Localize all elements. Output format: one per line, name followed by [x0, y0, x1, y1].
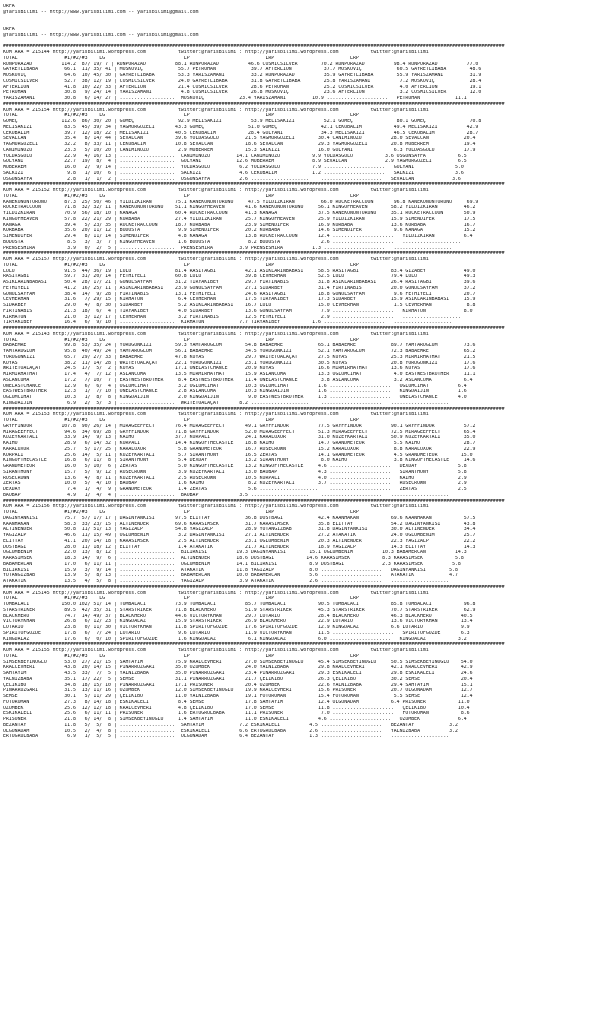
race-title: KUM ARA = 215157 http://yarisbilimi.wordpress.com twitter:@YarisBilimi : http://yarisbilimi.wordpress.com twitter:@YarisBilimi	[3, 257, 429, 262]
race-title: KUM ARA = 215156 http://yarisbilimi.wordpress.com twitter:@YarisBilimi : http://yarisbilimi.wordpress.com twitter:@YarisBilimi	[3, 504, 429, 510]
separator-line: ############################################################################################################################################################################	[3, 251, 505, 257]
header-title: URFA	[3, 4, 15, 9]
header-contact-repeat: @YarisBilimi -- http://www.yarisbilimi.com -- yarisbilimi@gmail.com	[3, 32, 199, 38]
table-row: FETHIYELI 41.2 16/ 25/ 11 | ASIKLARINBABASI 23.9 GÖNÜLSAYFAM 27.1 SIDARBEY 31.4 FIRTINABIS 20.0 GÖNÜLSAYFAM 37.2	[3, 285, 476, 291]
table-row: CANIMINÖZÜ 23.3 5/ 10/ 20 | CANIMINÖZÜ 2.9 MÜBERREM 15.3 SALKIZI 16.0 GÖLYANI 6.3 YOLDASGÜLU 17.9	[3, 147, 476, 153]
table-row: GÖMEÇ 112.6 86/ 30/ 20 | GÖMEÇ 92.9 MELISAKIZI 53.9 MELISAKIZI 52.1 GÖMEÇ 80.1 GÖMEÇ 70.8	[3, 119, 482, 124]
table-row: MELISAKIZI 83.5 45/ 39/ 34 | YAGMURGÜZELI 43.3 GÖMEÇ 51.0 GÖMEÇ 42.1 CEKUBALIM 49.4 MELISAKIZI 42.9	[3, 124, 479, 130]
column-headers: TOTAL #1/#2/#3 LG LP LRP LRP	[3, 418, 359, 423]
column-headers: TOTAL #1/#2/#3 LG LP LRP LRP	[3, 337, 359, 343]
table-row: YAMTAROGLUM 95.8 40/ 49/ 24 | YAMTAROGLUM 56.1 BABAEMRE 34.5 YÖRÜGÜNKIZI 52.1 YAMTAROGLUM 72.3 BABAEMRE 65.2	[3, 349, 476, 354]
table-row: OSGÜNSAYFA 2.8 1/ 1/ 2 | ................... OSGÜNSAYFA 2.6 .................... ..................... SEVALCAN 3.6	[3, 176, 461, 182]
table-row: KIRHATUN 21.0 3/ 12/ 17 | CEVHERHAN 3.2 FIRTINABIS 12.5 FETHIYELI 2.9 ..................... ....................	[3, 314, 461, 320]
race-title: KUM ARA = 215143 http://yarisbilimi.wordpress.com twitter:@YarisBilimi : http://yarisbilimi.wordpress.com twitter:@YarisBilimi	[3, 331, 429, 337]
separator-line: ############################################################################################################################################################################	[3, 182, 505, 188]
table-row: GÖLYANI 22.7 19/ 8/ 4 | ................... GÖLYANI 12.6 MÜBERREM 8.9 SEVALCAN 2.9 YAGMURGÜZELI 6.5	[3, 159, 467, 165]
table-row: PETROHAN 30.8 9/ 24/ 14 | YARISZAMANI 4.8 COSMICSILVER 26.8 MOSKOVIÇ 23.6 AFTERLION 3.2 COSMICSILVER 12.0	[3, 90, 482, 96]
separator-line: ############################################################################################################################################################################	[3, 101, 505, 107]
race-title: KUM ARA = 215152 http://yarisbilimi.wordpress.com twitter:@YarisBilimi : http://yarisbilimi.wordpress.com twitter:@YarisBilimi	[3, 188, 429, 193]
table-row: EASTWESTBROTHER 12.3 1/ 7/ 10 | ONELASTCHANCE 2.8 ASLANCUMA 10.3 KINGDAIJIN 1.6 ..................... KINGDAIJIN 1.6	[3, 389, 467, 395]
table-row: SEMSE 30.1 5/ 11/ 29 | ÇELIKIBO 11.0 YALNIZBABA 19.1 FOTOROMAN 15.4 FOTOROMAN 5.5 SEMSE 12.4	[3, 694, 473, 699]
table-row: AFTERLION 41.8 10/ 22/ 33 | AFTERLION 21.4 COSMICSILVER 28.6 PETROHAN 25.2 COSMICSILVER 4.0 AFTERLION 19.1	[3, 84, 482, 90]
table-row: ASIKLARINBABASI 50.4 28/ 17/ 21 | GÖNÜLSAYFAM 31.2 TIRYAKIBEY 29.7 FIRTINABIS 31.8 ASIKLARINBABASI 26.4 RASITAGBI 39.6	[3, 280, 476, 285]
table-row: YALNIZBABA 35.1 17/ 22/ 5 | SEMSE 31.1 PINARRÜZGARI 21.7 ÇELIKIBO 26.3 ÇELIKIBO 30.2 SEMSE 20.4	[3, 676, 473, 682]
separator-line: ############################################################################################################################################################################	[3, 406, 505, 412]
table-row: YÖRÜGÜNKIZI 65.7 29/ 27/ 33 | BABAEMRE 47.8 KUYAS 29.7 WRITETOALAÇAT 27.5 KUYAS 25.3 MIRMIRHATHAT 21.5	[3, 354, 476, 360]
table-row: KRALCEVHERI 43.8 20/ 14/ 15 | PINARRÜZGARI 35.0 ÖZUMBEK 24.0 YALNIZBABA 29.8 KRALCEVHERI 42.1 KRALCEVHERI 42.9	[3, 665, 473, 671]
table-row: OLGUNADAM 10.5 2/ 4/ 8 | ................... ESKIKALELI 6.6 ERTUGRULBABA 2.6 ..................... YALNIZBABA 3.2	[3, 728, 458, 734]
race-block	[3, 326, 605, 407]
race-title: KUM ARA = 215153 http://yarisbilimi.wordpress.com twitter:@YarisBilimi : http://yarisbilimi.wordpress.com twitter:@YarisBilimi	[3, 412, 429, 418]
table-row: CEVHERHAN 31.6 7/ 29/ 15 | KIRHATUN 6.4 CEVHERHAN 17.5 TIRYAKIBEY 17.3 SIDARBEY 15.9 ASIKLARINBABASI 15.9	[3, 297, 476, 303]
table-row: RASITAGBI 59.7 31/ 20/ 14 | FETHIYELI 60.8 LULU 39.8 CEVHERHAN 52.5 LULU 79.4 LULU 49.3	[3, 274, 476, 280]
table-row: ZERTAS 10.0 5/ 4/ 10 | BAOBAP 1.6 KAIHO 8.2 KUZEYKARTALI 3.7 ..................... ROSECROWN 2.9	[3, 481, 467, 487]
table-row: KINGOFTHECASTLE 16.8 6/ 11/ 8 | SIRANTHONY 5.4 DEXDAY 13.2 SIRANTHONY 8.0 KAIHO 3.8 KINGOFTHECASTLE 14.6	[3, 458, 476, 464]
column-headers: TOTAL #1/#2/#3 LG LP LRP LRP	[3, 262, 359, 268]
table-row: KINGOFHEAVEN 57.8 22/ 21/ 29 | KÖRBABA 27.4 YILDIZKIRAN 25.7 KINGOFHEAVEN 25.9 YILDIZKIRAN 15.9 SIMENDIFER 17.5	[3, 216, 476, 222]
table-row: ONELASTCHANCE 12.9 6/ 6/ 4 | OGLUMCIHAT 3.2 OGLUMCIHAT 10.3 OGLUMCIHAT 1.6 ..................... OGLUMCIHAT 6.4	[3, 383, 467, 389]
table-row: SAHTAYIM 43.5 33/ 7/ 5 | YALNIZBABA 35.0 PINARRÜZGARI 23.4 PINARRÜZGARI 29.3 ESKIKALELI 29.8 ESKIKALELI 24.6	[3, 671, 473, 676]
table-row: MIRAGEEFFECT 94.6 34/ 69/ 28 | GRYFFINDOR 71.8 GRYFFINDOR 52.0 MIRAGEEFFECT 51.3 MIRAGEEFFECT 72.5 MIRAGEEFFECT 65.4	[3, 429, 476, 435]
race-block	[3, 585, 605, 643]
header-title-repeat: URFA	[3, 27, 15, 32]
race-block	[3, 44, 605, 102]
table-row: GRANDMETEOR 16.0 5/ 10/ 6 | ZERTAS 5.0 KINGOFTHECASTLE 13.2 KINGOFTHECASTLE 4.6 ..................... DEXDAY 5.8	[3, 464, 467, 469]
table-row: TOMBALACI 150.0 102/ 51/ 14 | TOMBALACI 73.9 TOMBALACI 85.7 TOMBALACI 90.5 TOMBALACI 85.8 TOMBALACI 96.8	[3, 602, 476, 607]
table-row: ÇELIKIBO 34.8 18/ 15/ 10 | PINARRÜZGARI 17.1 PRISONER 20.4 ÖZUMBEK 22.6 YALNIZBABA 29.4 SAHTAYIM 15.1	[3, 682, 473, 688]
table-row: YUTANGIZBAB 13.9 5/ 8/ 13 | ................... BABAMERCAN 10.0 BABAMERCAN 5.6 ..................... ATAKATIK 4.7	[3, 573, 458, 579]
table-row: ALTINENDER 50.8 11/ 51/ 13 | YAGIZALP 54.8 YAGIZALP 28.9 YUTANGIZBAB 31.8 DAGINYANKISI 30.0 ALTINENDER 34.4	[3, 527, 476, 533]
table-row: DOSTBAGI 28.0 11/ 18/ 12 | ELITTAY 1.4 ATAKATIK 21.7 ALTINENDER 18.9 YAGIZALP 14.3 ELITTAY 14.3	[3, 544, 476, 550]
race-title: KUM ARA = 215154 http://yarisbilimi.wordpress.com twitter:@YarisBilimi : http://yarisbilimi.wordpress.com twitter:@YarisBilimi	[3, 107, 429, 113]
table-row: BLACKHERO 74.7 14/ 49/ 37 | BLACKHERO 44.6 VICTORYKHAN 29.7 LOTARIO 28.4 BLACKHERO 46.3 BLACKHERO 40.5	[3, 613, 473, 619]
table-row: KINGDALAZ 17.6 6/ 0/ 10 | SPIRITOFGÖZDE 1.6 KINGDALAZ 6.1 KINGDALAZ 6.0 ..................... KINGDALAZ 3.2	[3, 636, 467, 642]
race-block	[3, 642, 605, 740]
table-row: OGLUMCIHAT 10.3 1/ 8/ 8 | KINGDAIJIN 2.0 KINGDAIJIN 9.0 EASTWESTBROTHER 1.3 ..................... ONELASTCHANCE 4.0	[3, 395, 467, 400]
table-row: MIRMIRHATHAT 17.4 4/ 7/ 12 | ASLANCUMA 13.5 MIRMIRHATHAT 15.9 ASLANCUMA 13.3 OGLUMCIHAT 4.0 EASTWESTBROTHER 11.1	[3, 372, 476, 377]
table-row: MOSKOVIÇ 64.6 10/ 45/ 30 | GAYRETLIBABA 53.3 YARISZAMANI 33.2 RUNPORAZAD 35.9 GAYRETLIBABA 55.9 YARISZAMANI 31.9	[3, 73, 482, 78]
table-row: YAGIZALP 46.6 11/ 15/ 49 | OGLUMBENIM 3.2 DAGINYANKISI 27.1 ALTINENDER 27.2 ATAKATIK 24.0 OGLUMBENIM 25.7	[3, 533, 476, 538]
column-headers: TOTAL #1/#2/#3 LG LP LRP LRP	[3, 653, 359, 659]
table-row: ELITTAY 41.1 20/ 14/ 18 | KARASIMSEK 2.5 ALTINENDER 23.1 OGLUMBENIM 20.3 ALTINENDER 22.3 YAGIZALP 22.2	[3, 538, 476, 544]
table-row: ÖZUMBEK 25.6 12/ 12/ 18 | KRALCEVHERI 4.8 ÇELIKIBO 17.0 SEMSE 11.8 ..................... ÇELIKIBO 10.4	[3, 705, 470, 711]
table-row: SALKIZI 9.8 1/ 10/ 6 | ................... SALKIZI 4.6 CEKUBALIM 1.2 ..................... SALKIZI 3.6	[3, 170, 464, 176]
race-title: KUM ARA = 215145 http://yarisbilimi.wordpress.com twitter:@YarisBilimi : http://yarisbilimi.wordpress.com twitter:@YarisBilimi	[3, 590, 429, 596]
table-row: YAGMURGÜZELI 32.2 8/ 33/ 11 | CEKUBALIM 10.8 SEVALCAN 18.6 SEVALCAN 29.3 YAGMURGÜZELI 20.8 MÜBERREM 19.4	[3, 142, 476, 147]
table-row: YILDIZKIRAN 70.9 56/ 18/ 10 | KANAGA 60.4 ROCKETRACCOON 41.3 KANAGA 37.5 KANEKONUNTORUNU 35.1 ROCKETRACCOON 50.9	[3, 211, 476, 216]
separator-line: ############################################################################################################################################################################	[3, 498, 505, 504]
table-row: BABAMERCAN 17.0 6/ 11/ 11 | ................... OGLUMBENIM 14.1 BILIRKISI 8.9 DOSTBAGI 2.3 KARASIMSEK 5.8	[3, 561, 461, 567]
column-headers: TOTAL #1/#2/#3 LG LP LRP LRP	[3, 193, 359, 199]
table-row: KARALUXOR 25.7 5/ 17/ 25 | KARALUXOR 5.8 GRANDMETEOR 16.7 ROSECROWN 15.2 KARALUXOR 8.8 KARALUXOR 22.9	[3, 446, 476, 452]
table-row: KAIHO 28.9 6/ 14/ 32 | KORPALI 14.4 KINGOFTHECASTLE 18.8 KAIHO 14.7 GRANDMETEOR 5.5 KAIHO 28.7	[3, 441, 476, 446]
race-block	[3, 251, 605, 326]
table-row: KANEKONUNTORUNU 87.3 25/ 50/ 46 | YILDIZKIRAN 75.1 KANEKONUNTORUNU 47.5 YILDIZKIRAN 66.0 ROCKETRACCOON 96.8 KANEKONUNTORUNU 69.9	[3, 199, 479, 205]
table-row: CEKUBALIM 39.7 12/ 18/ 22 | MELISAKIZI 40.5 CEKUBALIM 28.4 GÖLYANI 34.3 MELISAKIZI 46.5 CEKUBALIM 28.7	[3, 130, 479, 136]
column-headers: TOTAL #1/#2/#3 LG LP LRP LRP	[3, 596, 359, 602]
column-headers: TOTAL #1/#2/#3 LG LP LRP LRP	[3, 510, 359, 515]
table-row: PINARRÜZGARI 31.5 13/ 11/ 16 | ÖZUMBEK 12.0 SIMSEKBEYINOGLU 19.9 KRALCEVHERI 15.6 PRISONER 20.7 OLGUNADAM 12.7	[3, 688, 473, 694]
table-row: GÖNÜLSAYFAM 38.4 14/ 9/ 28 | FIRTINABIS 13.1 FETHIYELI 24.6 RASITAGBI 18.8 GÖNÜLSAYFAM 9.6 FETHIYELI 20.7	[3, 291, 476, 297]
table-row: FIRTINABIS 21.3 18/ 6/ 4 | TIRYAKIBEY 4.0 SIDARBEY 13.6 GÖNÜLSAYFAM 7.9 ..................... KIRHATUN 8.0	[3, 308, 473, 314]
table-row: VICTORYKHAN 26.8 6/ 12/ 23 | KINGDALAZ 15.9 STARSTRIKER 26.9 BLACKHERO 22.9 LOTARIO 13.6 VICTORYKHAN 13.4	[3, 619, 473, 625]
header-contact: @YarisBilimi -- http://www.yarisbilimi.com -- yarisbilimi@gmail.com	[3, 9, 199, 15]
table-row: ROCKETRACCOON 71.8 32/ 32/ 11 | KANEKONUNTORUNU 51.1 KINGOFHEAVEN 41.6 KANEKONUNTORUNU 56.1 KINGOFHEAVEN 58.2 YILDIZKIRAN 46.2	[3, 205, 476, 211]
race-title: KUM ARA = 215155 http://yarisbilimi.wordpress.com twitter:@YarisBilimi : http://yarisbilimi.wordpress.com twitter:@YarisBilimi	[3, 648, 429, 653]
table-row: MÜBERREM 16.0 2/ 9/ 14 | ................... YOLDASGÜLU 6.2 YOLDASGÜLU 7.9 ..................... GÖLYANI 5.0	[3, 165, 464, 170]
table-row: ATAKATIK 13.5 4/ 5/ 8 | ................... YAGIZALP 3.9 ATAKATIK 2.6 ..................... ....................	[3, 579, 450, 584]
table-row: PRENSESHIRA 3.9 0/ 2/ 5 | ................... PRENSESHIRA 3.9 PRENSESHIRA 1.3 ..................... ....................	[3, 245, 453, 251]
table-row: ASLANCUMA 17.2 7/ 10/ 7 | EASTWESTBROTHER 8.4 EASTWESTBROTHER 11.4 ONELASTCHANCE 3.8 ASLANCUMA 3.2 ASLANCUMA 6.4	[3, 377, 473, 383]
separator-line: ############################################################################################################################################################################	[3, 44, 505, 50]
race-block	[3, 407, 605, 499]
table-row: KÖRBABA 35.6 20/ 11/ 12 | BODUSTA 9.9 SIMENDIFER 20.2 KÖRBABA 14.6 SIMENDIFER 9.6 KANAGA 15.2	[3, 228, 476, 234]
race-block	[3, 182, 605, 251]
column-headers: TOTAL #1/#2/#3 LG LP LRP LRP	[3, 113, 359, 119]
table-row: SIMSEKBEYINOGLU 53.0 27/ 21/ 15 | SAHTAYIM 75.9 KRALCEVHERI 27.0 SIMSEKBEYINOGLU 45.4 SIMSEKBEYINOGLU 50.5 SIMSEKBEYINOGLU 54.0	[3, 659, 473, 665]
table-row: OGLUMBENIM 22.0 13/ 8/ 12 | ................... BILIRKISI 19.3 DAGINYANKISI 15.1 OGLUMBENIM 10.3 BABAMERCAN 14.3	[3, 550, 467, 556]
table-row: STARSTRIKER 89.5 42/ 35/ 31 | STARSTRIKER 71.8 BLACKHERO 51.9 STARSTRIKER 45.3 STARSTRIKER 70.7 STARSTRIKER 62.9	[3, 607, 476, 613]
column-headers: TOTAL #1/#2/#3 LG LP LRP LRP	[3, 55, 359, 61]
table-row: KINGDAIJIN 6.9 2/ 5/ 3 | ................... WRITETOALAÇAT 8.2 .................... ..................... ....................	[3, 400, 450, 406]
table-row: YOLDASGÜLU 22.9 4/ 16/ 13 | ................... CANIMINÖZÜ 14.1 CANIMINÖZÜ 9.9 YOLDASGÜLU 3.6 OSGÜNSAYFA 6.5	[3, 153, 467, 159]
table-row: ERTUGRULBABA 6.9 1/ 5/ 5 | ................... OLGUNADAM 6.4 BEZANTAY 1.3 ..................... ....................	[3, 734, 450, 740]
table-row: BEZANTAY 11.8 5/ 5/ 8 | ................... SAHTAYIM 7.2 ESKIKALELI 4.5 ..................... BEZANTAY 3.2	[3, 722, 458, 728]
table-row: SPIRITOFGÖZDE 17.8 6/ 7/ 24 | LOTARIO 9.6 LOTARIO 11.9 VICTORYKHAN 11.5 ..................... SPIRITOFGÖZDE 6.3	[3, 630, 470, 636]
table-row: GAYRETLIBABA 66.1 11/ 35/ 41 | MOSKOVIÇ 55.7 PETROHAN 39.7 AFTERLION 37.7 MOSKOVIÇ 60.5 GAYRETLIBABA 48.6	[3, 67, 482, 73]
table-row: KORPALI 25.6 14/ 5/ 11 | KUZEYKARTALI 5.7 SIRANTHONY 16.5 ZERTAS 14.1 GRANDMETEOR 4.5 GRANDMETEOR 15.0	[3, 452, 473, 458]
table-row: SIMENDIFER 29.4 8/ 11/ 14 | SIMENDIFER 4.8 KANAGA 13.8 ROCKETRACCOON 12.4 ..................... YILDIZKIRAN 6.4	[3, 234, 473, 239]
separator-line: ############################################################################################################################################################################	[3, 642, 505, 648]
table-row: ROSECROWN 13.6 4/ 8/ 11 | KUZEYKARTALI 2.5 ROSECROWN 10.5 KORPALI 4.0 ..................... KAIHO 2.9	[3, 475, 467, 481]
table-row: KUYAS 38.2 11/ 14/ 28 | WRITETOALAÇAT 22.1 YÖRÜGÜNKIZI 23.1 YÖRÜGÜNKIZI 30.5 KUYAS 20.8 YÖRÜGÜNKIZI 17.6	[3, 360, 476, 366]
table-row: YARISZAMANI 30.8 6/ 14/ 27 | ................... MOSKOVIÇ 23.4 YARISZAMANI 10.9 ..................... PETROHAN 11.1	[3, 96, 467, 101]
table-row: FOTOROMAN 27.3 8/ 14/ 18 | ESKIKALELI 8.4 SEMSE 17.8 SAHTAYIM 12.4 OLGUNADAM 6.4 PRISONER 11.0	[3, 699, 470, 705]
table-row: KANAGA 39.4 5/ 23/ 35 | ROCKETRACCOON 18.7 KÖRBABA 23.9 SIMENDIFER 16.9 KÖRBABA 13.6 KÖRBABA 16.7	[3, 222, 476, 228]
table-row: COSMICSILVER 52.7 38/ 12/ 19 | COSMICSILVER 24.0 GAYRETLIBABA 31.8 GAYRETLIBABA 25.8 YARISZAMANI 7.2 MOSKOVIÇ 28.4	[3, 78, 482, 84]
table-row: BABAEMRE 99.8 53/ 35/ 24 | YÖRÜGÜNKIZI 59.3 YAMTAROGLUM 54.8 BABAEMRE 65.1 BABAEMRE 89.7 YAMTAROGLUM 73.6	[3, 343, 476, 349]
table-row: KUZEYKARTALI 33.9 14/ 9/ 13 | KAIHO 37.7 KORPALI 24.1 KARALUXOR 31.0 KUZEYKARTALI 50.9 KUZEYKARTALI 35.0	[3, 435, 476, 441]
table-row: PRISONER 21.8 6/ 14/ 8 | SIMSEKBEYINOGLU 1.4 SAHTAYIM 11.0 ESKIKALELI 4.6 ..................... ÖZUMBEK 6.4	[3, 717, 467, 722]
table-row: BILIRKISI 15.9 3/ 9/ 14 | ................... ATAKATIK 11.8 YAGIZALP 8.0 ..................... DAGINYANKISI 5.8	[3, 567, 458, 573]
separator-line: ############################################################################################################################################################################	[3, 584, 505, 590]
table-row: LULU 91.5 44/ 36/ 19 | LULU 81.4 RASITAGBI 42.1 ASIKLARINBABASI 58.5 RASITAGBI 83.4 GIZABEY 49.0	[3, 268, 476, 274]
table-row: WRITETOALAÇAT 24.5 17/ 5/ 2 | KUYAS 17.1 ONELASTCHANCE 20.9 KUYAS 16.6 MIRMIRHATHAT 13.6 KUYAS 17.6	[3, 366, 476, 372]
table-row: SIDARBEY 29.0 4/ 8/ 30 | SIDARBEY 5.2 ASIKLARINBABASI 16.7 LULU 15.0 CEVHERHAN 1.5 CEVHERHAN 8.8	[3, 303, 476, 308]
table-row: DAGINYANKISI 75.7 57/ 17/ 17 | DAGINYANKISI 97.5 ELITTAY 36.8 DOSTBAGI 42.4 KAANHAKAN 69.6 KAANHAKAN 57.5	[3, 515, 476, 521]
table-row: ESKIKALELI 25.6 6/ 11/ 11 | PRISONER 1.6 ERTUGRULBABA 11.1 PRISONER 7.0 ..................... FOTOROMAN 8.6	[3, 711, 470, 717]
table-row: SIRANTHONY 15.7 5/ 9/ 12 | ROSECROWN 3.9 KUZEYKARTALI 13.0 BAOBAP 4.3 ..................... SIRANTHONY 5.8	[3, 469, 467, 475]
separator-line: ############################################################################################################################################################################	[3, 326, 505, 331]
table-row: BODUSTA 8.5 3/ 3/ 7 | KINGOFHEAVEN 1.6 BODUSTA 8.2 BODUSTA 2.6 ..................... ....................	[3, 239, 461, 245]
race-blocks	[3, 44, 605, 740]
table-row: GRYFFINDOR 107.8 90/ 26/ 14 | MIRAGEEFFECT 76.4 MIRAGEEFFECT 49.1 GRYFFINDOR 77.5 GRYFFINDOR 90.1 GRYFFINDOR 57.2	[3, 423, 476, 429]
race-block	[3, 499, 605, 585]
table-row: LOTARIO 23.8 0/ 11/ 30 | VICTORYKHAN 11.8 SPIRITOFGÖZDE 17.6 SPIRITOFGÖZDE 12.9 KINGDALAZ 6.6 LOTARIO 9.9	[3, 625, 470, 630]
table-row: KARASIMSEK 18.3 14/ 9/ 6 | ................... ALTINENDER 18.6 DOSTBAGI 14.6 KARASIMSEK 8.3 KARASIMSEK 5.8	[3, 556, 464, 561]
table-row: DEXDAY 7.4 1/ 4/ 9 | GRANDMETEOR 1.4 ZERTAS 5.6 .................... ..................... ZERTAS 2.5	[3, 487, 467, 492]
table-row: BAOBAP 4.9 1/ 4/ 4 | ................... BAOBAP 3.5 .................... ..................... ....................	[3, 492, 450, 498]
table-row: TIRYAKIBEY 16.4 6/ 9/ 10 | ................... KIRHATUN 7.7 TIRYAKIBEY 1.6 ..................... ....................	[3, 320, 453, 326]
table-row: RUNPORAZAD 114.2 87/ 19/ 7 | RUNPORAZAD 88.1 RUNPORAZAD 46.6 COSMICSILVER 70.2 RUNPORAZAD 98.4 RUNPORAZAD 77.0	[3, 61, 479, 67]
table-row: KAANHAKAN 58.3 33/ 23/ 15 | ALTINENDER 69.6 KARASIMSEK 31.7 KARASIMSEK 35.8 ELITTAY 54.2 DAGINYANKISI 43.8	[3, 521, 476, 527]
race-block	[3, 102, 605, 183]
table-row: SEVALCAN 35.4 8/ 14/ 44 | SEVALCAN 39.6 YOLDASGÜLU 21.5 YAGMURGÜZELI 30.4 CANIMINÖZÜ 28.0 SEVALCAN 20.4	[3, 136, 476, 142]
race-title: KUM ARA = 215144 http://yarisbilimi.wordpress.com twitter:@YarisBilimi : http://yarisbilimi.wordpress.com twitter:@YarisBilimi	[3, 50, 429, 55]
